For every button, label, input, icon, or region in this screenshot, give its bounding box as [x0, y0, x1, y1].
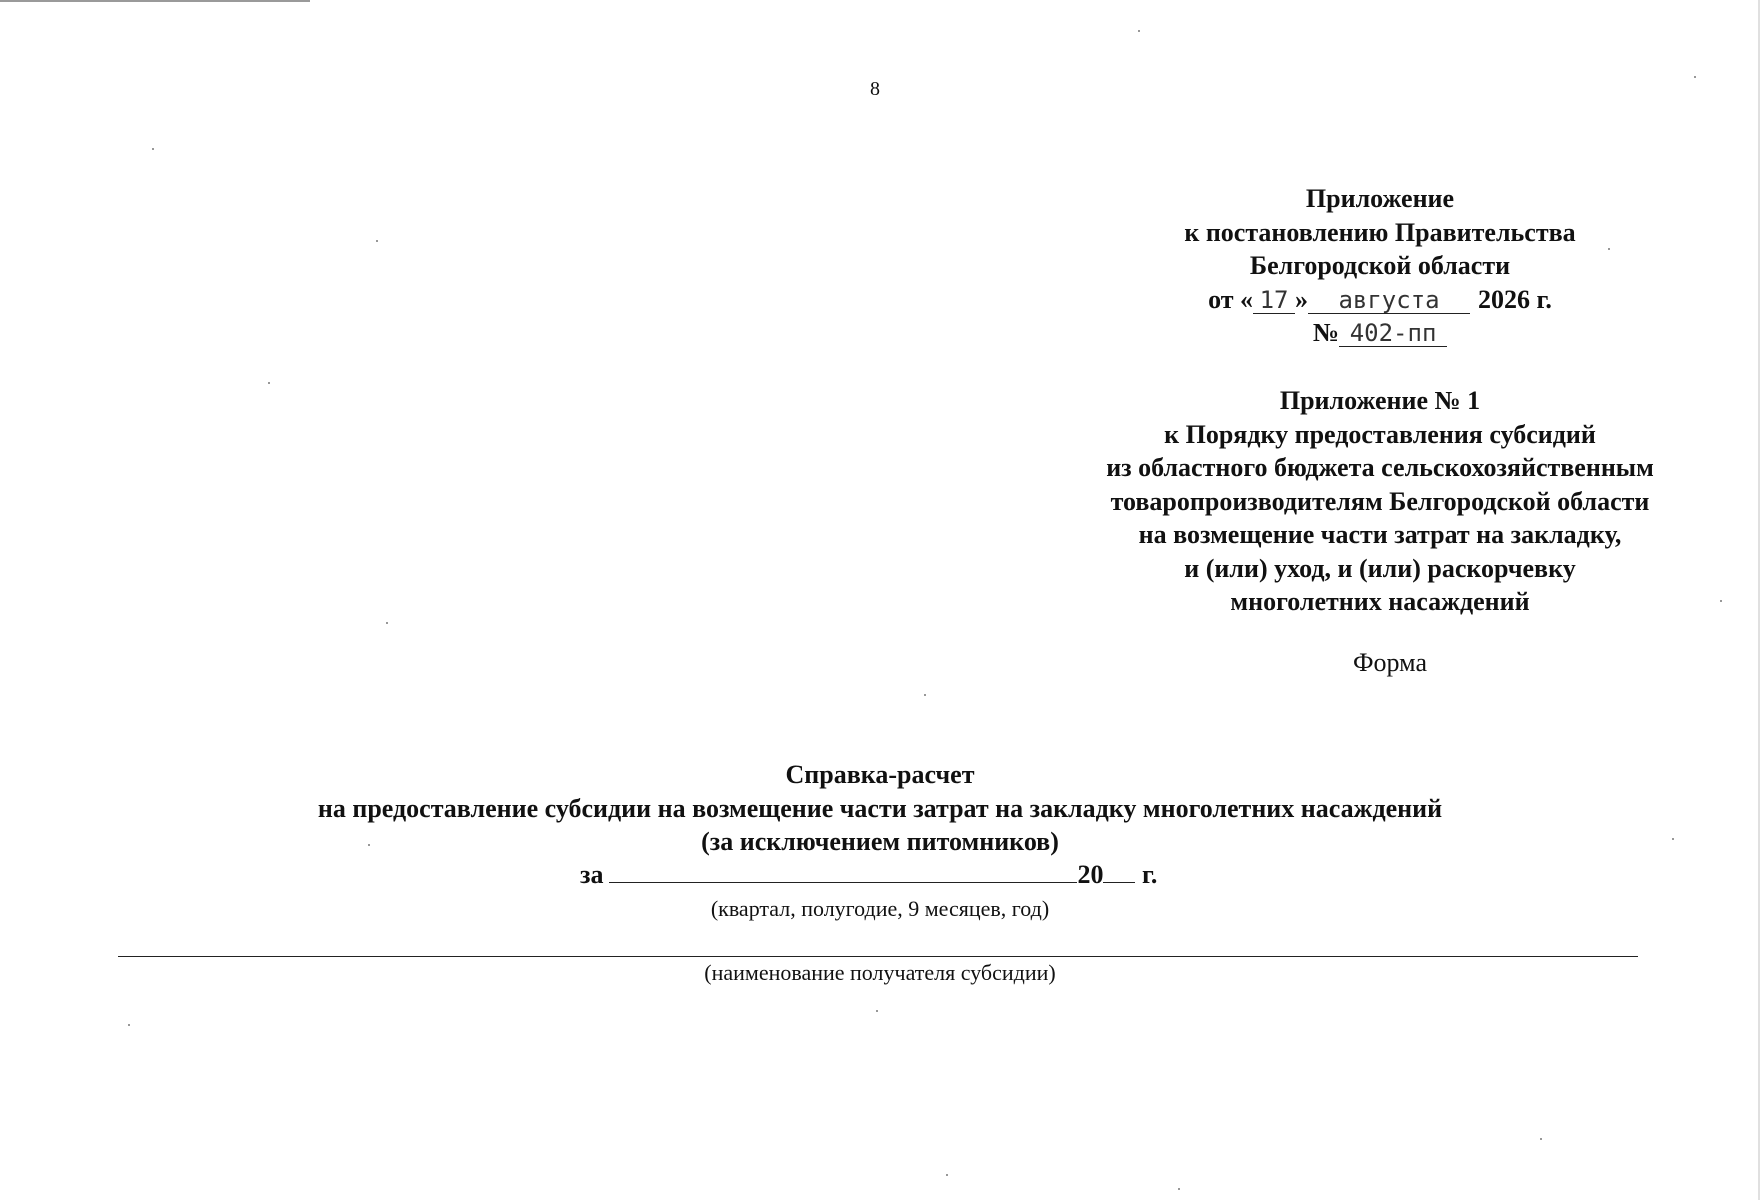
scan-speck: [386, 622, 388, 624]
date-month-field[interactable]: августа: [1308, 287, 1470, 314]
scan-edge-top: [0, 0, 310, 2]
scan-speck: [1540, 1138, 1542, 1140]
year-prefix: 20: [1077, 860, 1104, 889]
appendix-title: Приложение: [1305, 184, 1455, 213]
document-number-field[interactable]: 402-пп: [1339, 320, 1447, 347]
period-row: [580, 860, 1180, 890]
order-line: на возмещение части затрат на закладку,: [1138, 520, 1622, 549]
scan-speck: [152, 148, 154, 150]
appendix-line-2: к постановлению Правительства: [1184, 217, 1576, 247]
order-appendix: [1040, 384, 1720, 619]
title-line-1: Справка-расчет: [785, 760, 975, 789]
date-prefix: от «: [1208, 284, 1254, 314]
scan-speck: [1138, 30, 1140, 32]
appendix-header: [1040, 182, 1720, 350]
scan-speck: [368, 844, 370, 846]
date-day-field[interactable]: 17: [1253, 287, 1295, 314]
period-hint: (квартал, полугодие, 9 месяцев, год): [710, 896, 1050, 921]
appendix-number-line: [1040, 316, 1720, 350]
period-field[interactable]: [609, 860, 1077, 883]
date-quote-close: »: [1295, 284, 1309, 314]
scan-speck: [946, 1174, 948, 1176]
page-number: 8: [870, 78, 880, 100]
recipient-hint: (наименование получателя субсидии): [704, 960, 1056, 985]
order-line: Приложение № 1: [1279, 386, 1481, 415]
order-line: из областного бюджета сельскохозяйственным: [1106, 453, 1654, 482]
scan-speck: [128, 1024, 130, 1026]
scan-speck: [876, 1010, 878, 1012]
year-suffix: г.: [1141, 860, 1158, 889]
title-line-3: (за исключением питомников): [701, 827, 1059, 856]
appendix-date-line: [1040, 283, 1720, 317]
order-line: к Порядку предоставления субсидий: [1164, 419, 1596, 449]
order-line: и (или) уход, и (или) раскорчевку: [1184, 553, 1576, 583]
scan-speck: [924, 694, 926, 696]
scan-speck: [1608, 248, 1610, 250]
title-line-2: на предоставление субсидии на возмещение части затрат на закладку многолетних насаждений: [317, 793, 1443, 823]
form-label: Форма: [1353, 648, 1427, 677]
recipient-field[interactable]: [118, 956, 1638, 957]
scan-speck: [268, 382, 270, 384]
year-field[interactable]: [1103, 860, 1135, 883]
number-prefix: №: [1312, 318, 1340, 347]
scan-speck: [1672, 838, 1674, 840]
scan-speck: [1178, 1188, 1180, 1190]
order-line: многолетних насаждений: [1230, 587, 1530, 616]
scan-speck: [1694, 76, 1696, 78]
document-title: [180, 758, 1580, 859]
scan-speck: [376, 240, 378, 242]
order-line: товаропроизводителям Белгородской области: [1110, 486, 1650, 516]
scan-speck: [1720, 600, 1722, 602]
appendix-line-3: Белгородской области: [1249, 251, 1511, 280]
date-year: 2026 г.: [1478, 284, 1552, 314]
period-prefix: за: [580, 860, 604, 889]
